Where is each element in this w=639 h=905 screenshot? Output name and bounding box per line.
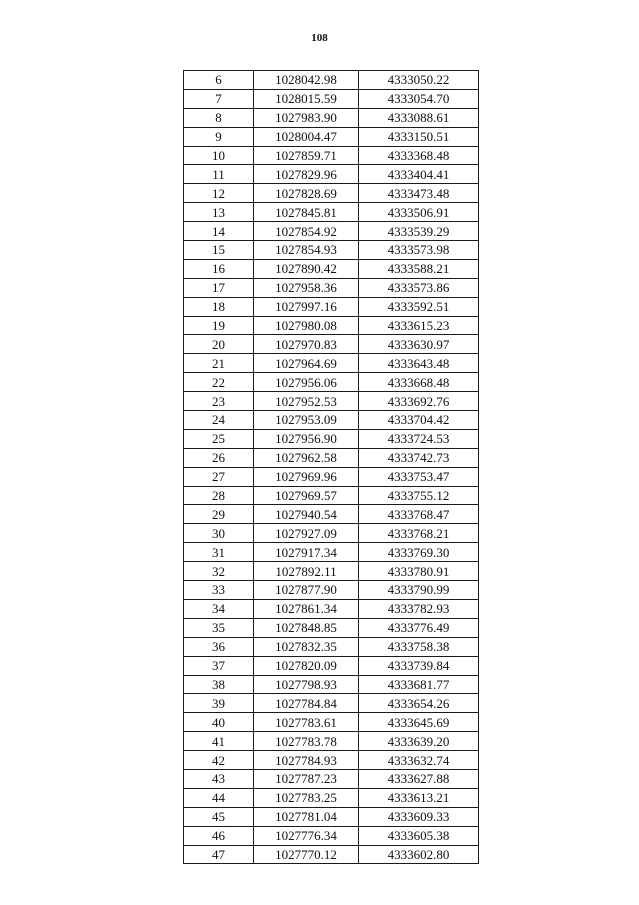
table-row [184,392,479,411]
point-number-cell: 42 [184,751,254,770]
y-coordinate-cell: 4333654.26 [359,694,479,713]
coordinates-table [183,70,479,864]
point-number-cell: 18 [184,297,254,316]
table-row [184,826,479,845]
x-coordinate-cell: 1027859.71 [254,146,359,165]
point-number-cell: 6 [184,71,254,90]
table-row [184,732,479,751]
y-coordinate-cell: 4333473.48 [359,184,479,203]
point-number-cell: 22 [184,373,254,392]
table-row [184,599,479,618]
table-row [184,656,479,675]
x-coordinate-cell: 1028004.47 [254,127,359,146]
y-coordinate-cell: 4333088.61 [359,108,479,127]
y-coordinate-cell: 4333643.48 [359,354,479,373]
x-coordinate-cell: 1027783.61 [254,713,359,732]
x-coordinate-cell: 1027798.93 [254,675,359,694]
table-row [184,675,479,694]
x-coordinate-cell: 1027890.42 [254,259,359,278]
point-number-cell: 27 [184,467,254,486]
x-coordinate-cell: 1027784.84 [254,694,359,713]
table-row [184,278,479,297]
table-row [184,259,479,278]
point-number-cell: 20 [184,335,254,354]
x-coordinate-cell: 1027927.09 [254,524,359,543]
x-coordinate-cell: 1027969.57 [254,486,359,505]
point-number-cell: 39 [184,694,254,713]
point-number-cell: 28 [184,486,254,505]
point-number-cell: 7 [184,89,254,108]
x-coordinate-cell: 1027917.34 [254,543,359,562]
table-row [184,411,479,430]
point-number-cell: 37 [184,656,254,675]
point-number-cell: 44 [184,788,254,807]
table-row [184,543,479,562]
x-coordinate-cell: 1027962.58 [254,448,359,467]
table-row [184,297,479,316]
point-number-cell: 38 [184,675,254,694]
y-coordinate-cell: 4333780.91 [359,562,479,581]
point-number-cell: 35 [184,618,254,637]
y-coordinate-cell: 4333639.20 [359,732,479,751]
coordinates-table-body [184,71,479,864]
table-row [184,807,479,826]
x-coordinate-cell: 1027781.04 [254,807,359,826]
y-coordinate-cell: 4333668.48 [359,373,479,392]
x-coordinate-cell: 1028015.59 [254,89,359,108]
table-row [184,751,479,770]
y-coordinate-cell: 4333404.41 [359,165,479,184]
y-coordinate-cell: 4333054.70 [359,89,479,108]
y-coordinate-cell: 4333627.88 [359,769,479,788]
point-number-cell: 32 [184,562,254,581]
point-number-cell: 25 [184,429,254,448]
point-number-cell: 10 [184,146,254,165]
table-row [184,486,479,505]
table-row [184,184,479,203]
x-coordinate-cell: 1027783.78 [254,732,359,751]
y-coordinate-cell: 4333588.21 [359,259,479,278]
y-coordinate-cell: 4333755.12 [359,486,479,505]
x-coordinate-cell: 1027892.11 [254,562,359,581]
x-coordinate-cell: 1027783.25 [254,788,359,807]
table-row [184,222,479,241]
x-coordinate-cell: 1027776.34 [254,826,359,845]
x-coordinate-cell: 1027854.92 [254,222,359,241]
table-row [184,165,479,184]
point-number-cell: 12 [184,184,254,203]
x-coordinate-cell: 1027952.53 [254,392,359,411]
table-row [184,694,479,713]
point-number-cell: 41 [184,732,254,751]
y-coordinate-cell: 4333613.21 [359,788,479,807]
point-number-cell: 36 [184,637,254,656]
table-row [184,769,479,788]
point-number-cell: 46 [184,826,254,845]
y-coordinate-cell: 4333768.21 [359,524,479,543]
y-coordinate-cell: 4333632.74 [359,751,479,770]
x-coordinate-cell: 1027787.23 [254,769,359,788]
point-number-cell: 11 [184,165,254,184]
point-number-cell: 30 [184,524,254,543]
table-row [184,335,479,354]
table-row [184,354,479,373]
y-coordinate-cell: 4333758.38 [359,637,479,656]
y-coordinate-cell: 4333592.51 [359,297,479,316]
x-coordinate-cell: 1027832.35 [254,637,359,656]
point-number-cell: 24 [184,411,254,430]
y-coordinate-cell: 4333790.99 [359,581,479,600]
y-coordinate-cell: 4333681.77 [359,675,479,694]
y-coordinate-cell: 4333739.84 [359,656,479,675]
y-coordinate-cell: 4333630.97 [359,335,479,354]
y-coordinate-cell: 4333753.47 [359,467,479,486]
table-row [184,637,479,656]
table-row [184,316,479,335]
point-number-cell: 47 [184,845,254,864]
y-coordinate-cell: 4333609.33 [359,807,479,826]
point-number-cell: 31 [184,543,254,562]
x-coordinate-cell: 1027980.08 [254,316,359,335]
table-row [184,429,479,448]
table-row [184,505,479,524]
y-coordinate-cell: 4333724.53 [359,429,479,448]
point-number-cell: 14 [184,222,254,241]
y-coordinate-cell: 4333602.80 [359,845,479,864]
x-coordinate-cell: 1027997.16 [254,297,359,316]
y-coordinate-cell: 4333782.93 [359,599,479,618]
y-coordinate-cell: 4333768.47 [359,505,479,524]
y-coordinate-cell: 4333742.73 [359,448,479,467]
page-number: 108 [311,32,328,44]
table-row [184,788,479,807]
x-coordinate-cell: 1027848.85 [254,618,359,637]
x-coordinate-cell: 1027958.36 [254,278,359,297]
x-coordinate-cell: 1028042.98 [254,71,359,90]
y-coordinate-cell: 4333645.69 [359,713,479,732]
table-row [184,89,479,108]
table-row [184,108,479,127]
x-coordinate-cell: 1027784.93 [254,751,359,770]
y-coordinate-cell: 4333615.23 [359,316,479,335]
x-coordinate-cell: 1027970.83 [254,335,359,354]
point-number-cell: 34 [184,599,254,618]
table-row [184,127,479,146]
point-number-cell: 45 [184,807,254,826]
x-coordinate-cell: 1027770.12 [254,845,359,864]
y-coordinate-cell: 4333150.51 [359,127,479,146]
point-number-cell: 9 [184,127,254,146]
y-coordinate-cell: 4333506.91 [359,203,479,222]
table-row [184,146,479,165]
x-coordinate-cell: 1027828.69 [254,184,359,203]
point-number-cell: 15 [184,241,254,260]
x-coordinate-cell: 1027940.54 [254,505,359,524]
point-number-cell: 16 [184,259,254,278]
point-number-cell: 33 [184,581,254,600]
table-row [184,845,479,864]
x-coordinate-cell: 1027820.09 [254,656,359,675]
y-coordinate-cell: 4333776.49 [359,618,479,637]
y-coordinate-cell: 4333704.42 [359,411,479,430]
point-number-cell: 23 [184,392,254,411]
point-number-cell: 21 [184,354,254,373]
table-row [184,562,479,581]
table-row [184,467,479,486]
x-coordinate-cell: 1027969.96 [254,467,359,486]
point-number-cell: 26 [184,448,254,467]
x-coordinate-cell: 1027956.06 [254,373,359,392]
point-number-cell: 40 [184,713,254,732]
y-coordinate-cell: 4333692.76 [359,392,479,411]
table-row [184,448,479,467]
table-row [184,71,479,90]
y-coordinate-cell: 4333605.38 [359,826,479,845]
point-number-cell: 13 [184,203,254,222]
table-row [184,524,479,543]
table-row [184,373,479,392]
table-row [184,203,479,222]
y-coordinate-cell: 4333769.30 [359,543,479,562]
x-coordinate-cell: 1027983.90 [254,108,359,127]
point-number-cell: 19 [184,316,254,335]
table-row [184,713,479,732]
table-row [184,581,479,600]
x-coordinate-cell: 1027877.90 [254,581,359,600]
table-row [184,618,479,637]
x-coordinate-cell: 1027953.09 [254,411,359,430]
x-coordinate-cell: 1027964.69 [254,354,359,373]
y-coordinate-cell: 4333539.29 [359,222,479,241]
x-coordinate-cell: 1027854.93 [254,241,359,260]
y-coordinate-cell: 4333573.86 [359,278,479,297]
y-coordinate-cell: 4333050.22 [359,71,479,90]
y-coordinate-cell: 4333368.48 [359,146,479,165]
point-number-cell: 17 [184,278,254,297]
x-coordinate-cell: 1027829.96 [254,165,359,184]
point-number-cell: 43 [184,769,254,788]
y-coordinate-cell: 4333573.98 [359,241,479,260]
point-number-cell: 29 [184,505,254,524]
table-row [184,241,479,260]
x-coordinate-cell: 1027861.34 [254,599,359,618]
x-coordinate-cell: 1027845.81 [254,203,359,222]
point-number-cell: 8 [184,108,254,127]
x-coordinate-cell: 1027956.90 [254,429,359,448]
